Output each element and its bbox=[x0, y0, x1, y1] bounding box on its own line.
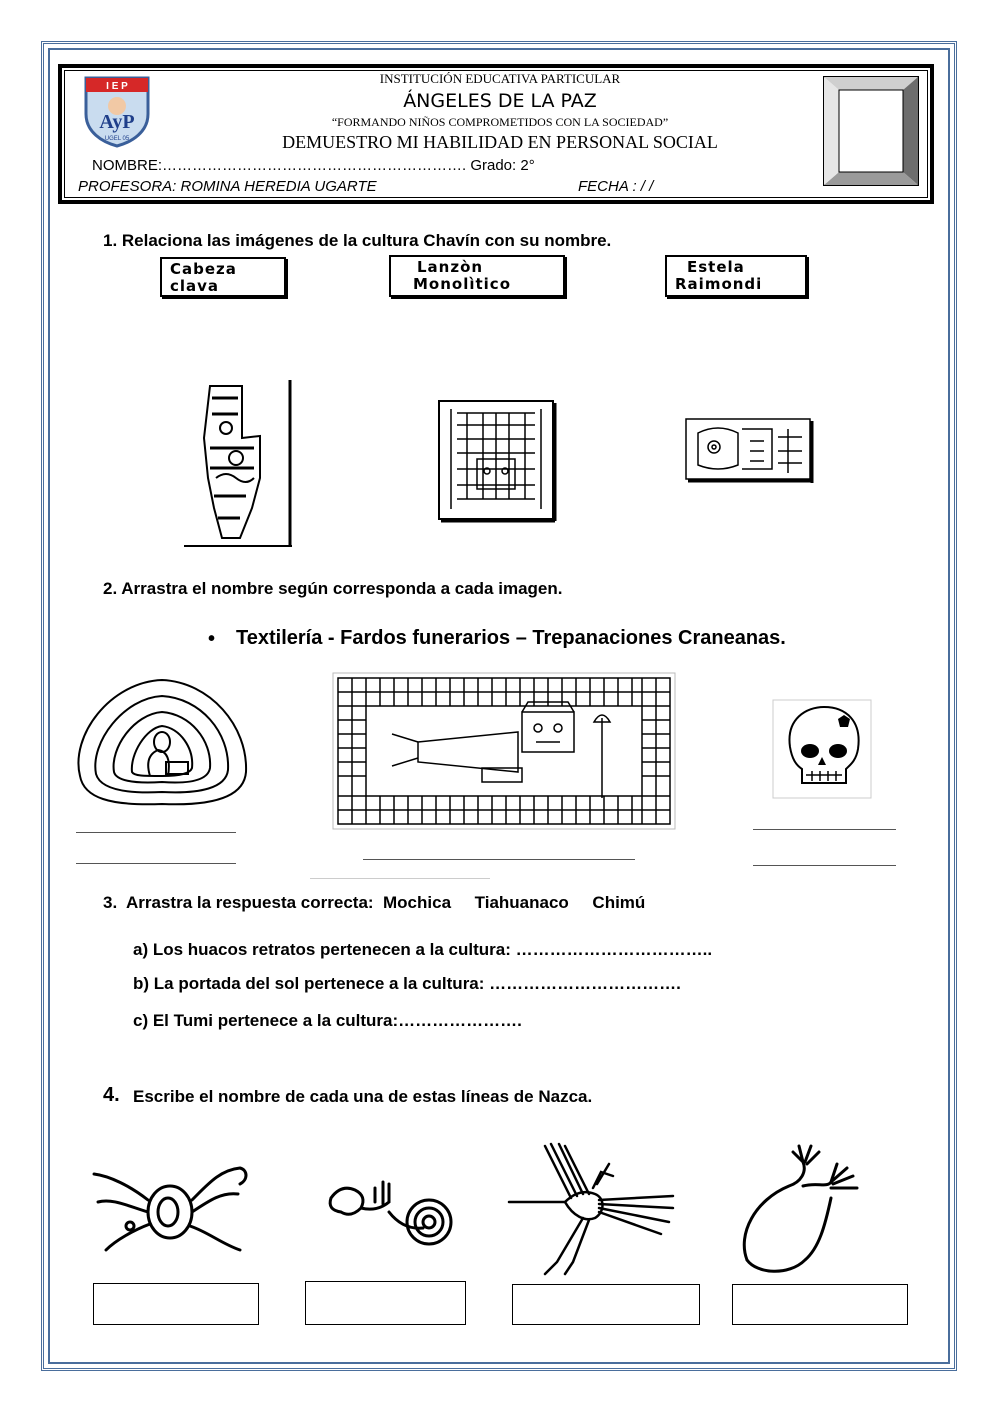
label-line: Estela bbox=[687, 258, 745, 276]
trepanacion-image bbox=[772, 699, 872, 799]
nazca-answer-box-3[interactable] bbox=[512, 1284, 700, 1325]
label-line: Lanzòn bbox=[417, 258, 484, 276]
textileria-image bbox=[332, 672, 676, 830]
nazca-monkey-image bbox=[325, 1168, 457, 1252]
logo-sub: UGEL 05 bbox=[104, 136, 130, 142]
bullet-icon: • bbox=[208, 628, 216, 650]
label-line: Raimondi bbox=[675, 275, 763, 293]
label-line: Monolìtico bbox=[413, 275, 512, 293]
question-2-options: Textilería - Fardos funerarios – Trepanaciones Craneanas. bbox=[236, 627, 786, 649]
answer-line-2b[interactable] bbox=[310, 878, 490, 879]
fardo-funerario-image bbox=[70, 676, 252, 810]
drag-label-cabeza-clava[interactable] bbox=[160, 257, 286, 297]
nazca-answer-box-2[interactable] bbox=[305, 1281, 466, 1325]
label-line: clava bbox=[170, 277, 220, 295]
nazca-answer-box-1[interactable] bbox=[93, 1283, 259, 1325]
logo-top-text: I E P bbox=[106, 81, 128, 92]
drag-label-lanzon-monolitico[interactable] bbox=[389, 255, 565, 297]
answer-line-2[interactable] bbox=[363, 859, 635, 860]
label-line: Cabeza bbox=[170, 260, 237, 278]
question-3-item-c[interactable]: c) El Tumi pertenece a la cultura:…………………. bbox=[133, 1011, 522, 1030]
estela-image bbox=[437, 399, 559, 523]
question-4-number: 4. bbox=[103, 1084, 120, 1106]
lanzon-image bbox=[180, 378, 296, 548]
school-logo bbox=[80, 74, 154, 148]
cabeza-clava-image bbox=[684, 417, 816, 485]
answer-line-3a[interactable] bbox=[753, 829, 896, 830]
logo-letters: AyP bbox=[99, 111, 135, 133]
institution-label: INSTITUCIÓN EDUCATIVA PARTICULAR bbox=[379, 71, 621, 86]
question-3-item-b[interactable]: b) La portada del sol pertenece a la cultura: ……………………………. bbox=[133, 974, 681, 993]
answer-line-1a[interactable] bbox=[76, 832, 236, 833]
teacher-line: PROFESORA: ROMINA HEREDIA UGARTE bbox=[78, 178, 377, 195]
question-4-title: Escribe el nombre de cada una de estas líneas de Nazca. bbox=[133, 1087, 593, 1106]
nazca-hands-image bbox=[733, 1142, 863, 1278]
question-2-title: 2. Arrastra el nombre según corresponda a cada imagen. bbox=[103, 579, 563, 598]
nazca-hummingbird-image bbox=[505, 1142, 677, 1276]
drag-label-estela-raimondi[interactable] bbox=[665, 255, 807, 297]
name-grade-line: NOMBRE:……………………………………………………. Grado: 2° bbox=[92, 157, 535, 174]
question-3-item-a[interactable]: a) Los huacos retratos pertenecen a la cultura: …………………………….. bbox=[133, 940, 713, 959]
photo-frame bbox=[823, 76, 919, 186]
answer-line-1b[interactable] bbox=[76, 863, 236, 864]
school-motto: “FORMANDO NIÑOS COMPROMETIDOS CON LA SOCIEDAD” bbox=[331, 115, 669, 129]
date-line: FECHA : / / bbox=[578, 178, 654, 195]
exam-subject: DEMUESTRO MI HABILIDAD EN PERSONAL SOCIAL bbox=[282, 132, 718, 152]
school-name: ÁNGELES DE LA PAZ bbox=[403, 90, 597, 112]
question-3-title: 3. Arrastra la respuesta correcta: Mochica Tiahuanaco Chimú bbox=[103, 893, 646, 912]
nazca-answer-box-4[interactable] bbox=[732, 1284, 908, 1325]
question-1-title: 1. Relaciona las imágenes de la cultura Chavín con su nombre. bbox=[103, 231, 612, 250]
answer-line-3b[interactable] bbox=[753, 865, 896, 866]
nazca-spider-image bbox=[90, 1156, 250, 1256]
